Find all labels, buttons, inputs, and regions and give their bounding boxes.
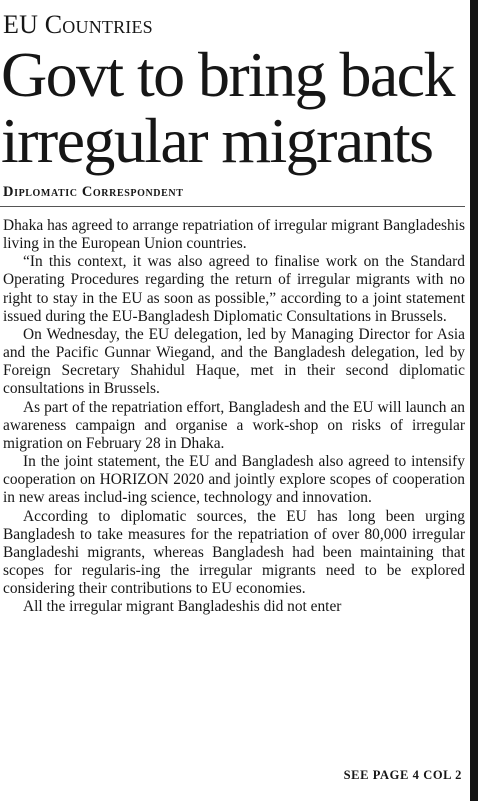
paragraph-1: Dhaka has agreed to arrange repatriation of irregular migrant Bangladeshis living in the European Union countries. xyxy=(3,217,465,253)
continuation-note[interactable]: SEE PAGE 4 COL 2 xyxy=(343,768,462,782)
paragraph-4: As part of the repatriation effort, Bangladesh and the EU will launch an awareness campaign and organise a work-shop on risks of irregular migration on February 28 in Dhaka. xyxy=(3,398,465,452)
byline-divider xyxy=(0,206,465,207)
headline-line-2: irregular migrants xyxy=(1,105,433,176)
article-body xyxy=(3,217,465,616)
paragraph-7: All the irregular migrant Bangladeshis did not enter xyxy=(23,598,342,616)
paragraph-3: On Wednesday, the EU delegation, led by Managing Director for Asia and the Pacific Gunnar Wiegand, and the Bangladesh delegation, led by Foreign Secretary Shahidul Haque, met in their second diplomatic consultations in Brussels. xyxy=(3,325,465,398)
headline xyxy=(1,39,469,176)
page-edge-bar xyxy=(470,0,478,801)
headline-line-1: Govt to bring back xyxy=(1,39,454,110)
section-label: EU Countries xyxy=(3,10,153,39)
byline: Diplomatic Correspondent xyxy=(3,184,184,200)
paragraph-2: “In this context, it was also agreed to finalise work on the Standard Operating Procedures regarding the return of irregular migrants with no right to stay in the EU as soon as possible,” according to a joint statement issued during the EU-Bangladesh Diplomatic Consultations in Brussels. xyxy=(3,253,465,325)
paragraph-6: According to diplomatic sources, the EU has long been urging Bangladesh to take measures for the repatriation of over 80,000 irregular Bangladeshi migrants, whereas Bangladesh had been maintaining that scopes for regularis-ing the irregular migrants need to be explored considering their contributions to EU economies. xyxy=(3,507,465,598)
paragraph-5: In the joint statement, the EU and Bangladesh also agreed to intensify cooperation on HORIZON 2020 and jointly explore scopes of cooperation in new areas includ-ing science, technology and innovation. xyxy=(3,453,465,507)
